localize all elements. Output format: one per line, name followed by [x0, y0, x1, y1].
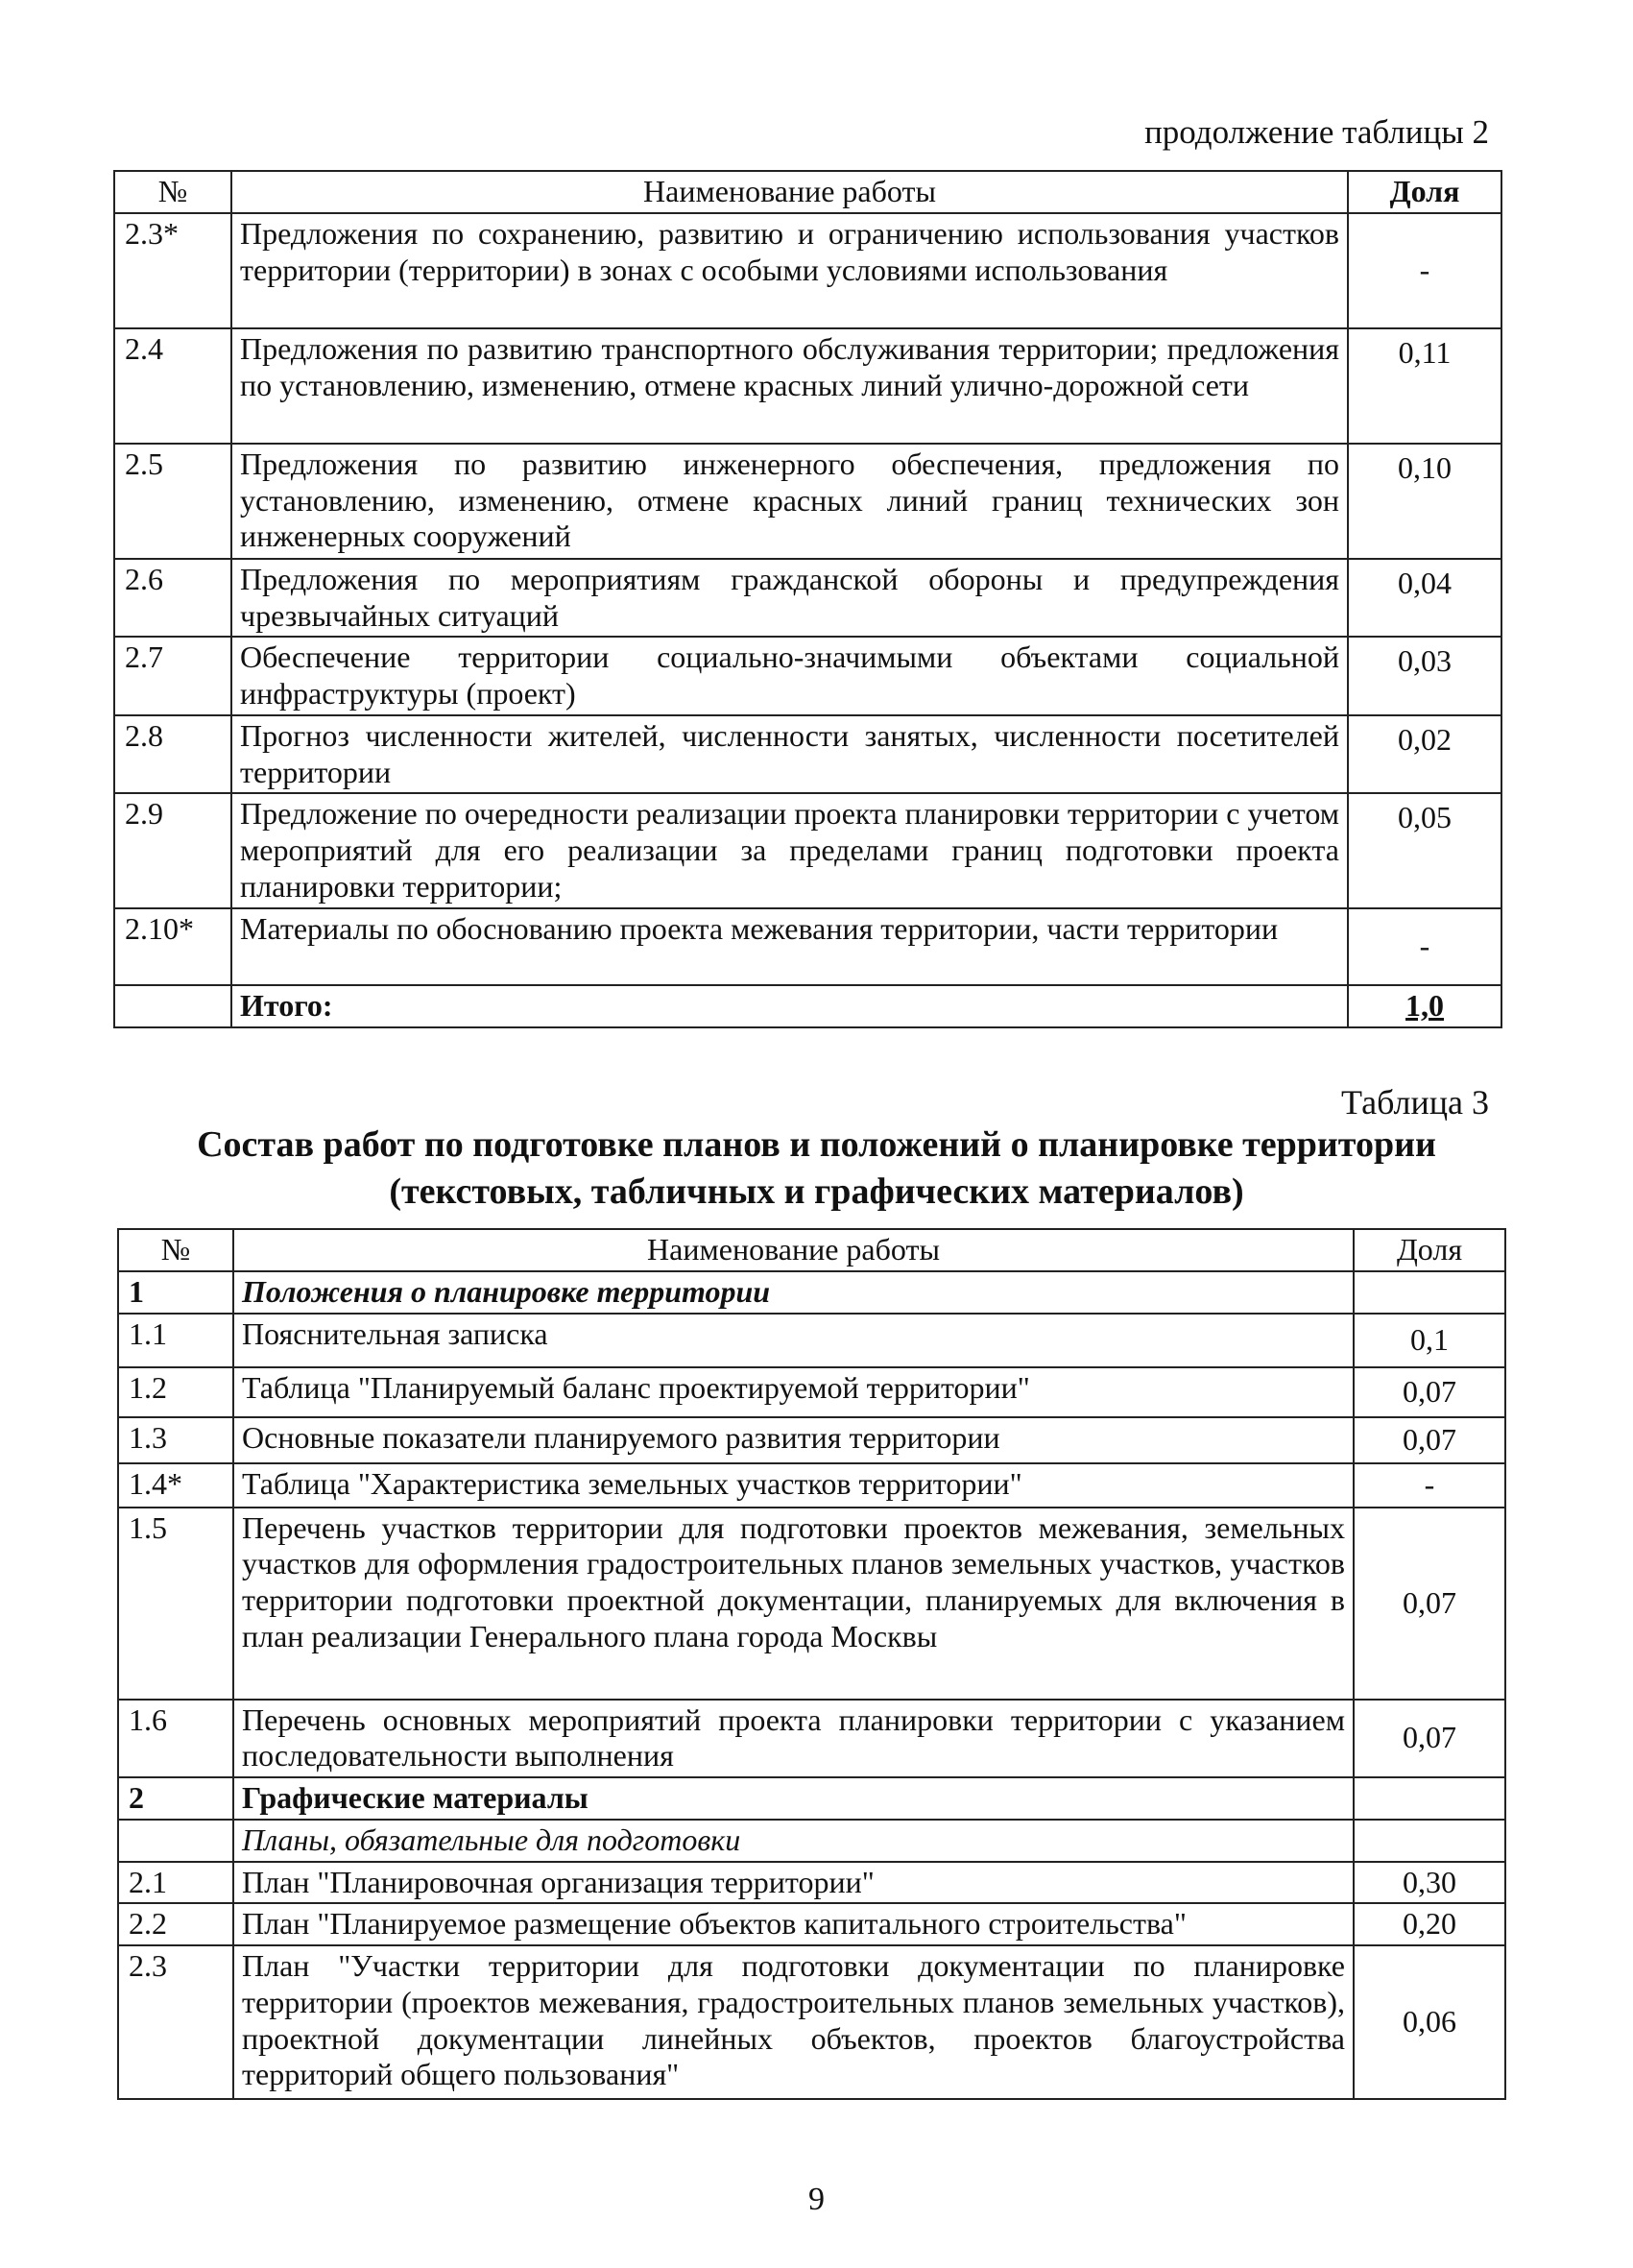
row-share: 0,03: [1348, 637, 1501, 715]
row-name: Графические материалы: [233, 1777, 1354, 1820]
section-row: [118, 1777, 1505, 1820]
header-share: Доля: [1354, 1229, 1505, 1271]
table-row: [114, 793, 1501, 908]
row-num: 2: [118, 1777, 233, 1820]
table-3-title-line2: (текстовых, табличных и графических материалов): [389, 1170, 1244, 1212]
row-share: -: [1348, 908, 1501, 985]
total-num-empty: [114, 985, 231, 1027]
row-num: 2.9: [114, 793, 231, 908]
row-num: 2.2: [118, 1903, 233, 1945]
table-row: [118, 1508, 1505, 1700]
row-name: Пояснительная записка: [233, 1314, 1354, 1367]
row-name: Перечень основных мероприятий проекта планировки территории с указанием последовательности выполнения: [233, 1700, 1354, 1778]
table-row: [118, 1314, 1505, 1367]
table-3-title-line1: Состав работ по подготовке планов и положений о планировке территории: [197, 1124, 1436, 1165]
total-label: Итого:: [231, 985, 1348, 1027]
row-num: 2.10*: [114, 908, 231, 985]
row-share: 0,10: [1348, 444, 1501, 559]
row-name: Таблица "Планируемый баланс проектируемой территории": [233, 1367, 1354, 1417]
row-share: 0,07: [1354, 1417, 1505, 1463]
row-name: Положения о планировке территории: [233, 1271, 1354, 1314]
total-row: [114, 985, 1501, 1027]
row-name: Основные показатели планируемого развития территории: [233, 1417, 1354, 1463]
row-name: План "Планируемое размещение объектов капитального строительства": [233, 1903, 1354, 1945]
table-row: [118, 1700, 1505, 1778]
row-name: Перечень участков территории для подготовки проектов межевания, земельных участков для оформления градостроительных планов земельных участков, участков территории подготовки проектной документации, планируемых для включения в план реализации Генерального плана города Москвы: [233, 1508, 1354, 1700]
table-3-title: [0, 1122, 1633, 1215]
row-num: 2.3*: [114, 213, 231, 328]
row-share: [1354, 1777, 1505, 1820]
row-num: 2.1: [118, 1862, 233, 1904]
row-share: 0,1: [1354, 1314, 1505, 1367]
table-row: [118, 1463, 1505, 1508]
row-share: 0,02: [1348, 715, 1501, 794]
row-num: 2.6: [114, 559, 231, 638]
table-3: [117, 1228, 1506, 2100]
row-share: 0,06: [1354, 1945, 1505, 2099]
row-share: 0,05: [1348, 793, 1501, 908]
row-name: Предложения по развитию транспортного обслуживания территории; предложения по установлению, изменению, отмене красных линий улично-дорожной сети: [231, 328, 1348, 444]
total-share: 1,0: [1348, 985, 1501, 1027]
row-name: Планы, обязательные для подготовки: [233, 1820, 1354, 1862]
table-row: [114, 559, 1501, 638]
header-name: Наименование работы: [233, 1229, 1354, 1271]
table-header-row: [118, 1229, 1505, 1271]
table-row: [114, 637, 1501, 715]
subsection-row: [118, 1820, 1505, 1862]
row-num: 1.6: [118, 1700, 233, 1778]
row-num: 2.4: [114, 328, 231, 444]
row-share: 0,07: [1354, 1700, 1505, 1778]
header-num: №: [114, 171, 231, 213]
row-share: [1354, 1820, 1505, 1862]
row-share: 0,30: [1354, 1862, 1505, 1904]
row-num: 1.4*: [118, 1463, 233, 1508]
row-num: 1: [118, 1271, 233, 1314]
row-num: 2.8: [114, 715, 231, 794]
header-share: Доля: [1348, 171, 1501, 213]
row-name: План "Планировочная организация территории": [233, 1862, 1354, 1904]
row-num: 1.2: [118, 1367, 233, 1417]
header-name: Наименование работы: [231, 171, 1348, 213]
header-num: №: [118, 1229, 233, 1271]
row-name: Предложения по мероприятиям гражданской обороны и предупреждения чрезвычайных ситуаций: [231, 559, 1348, 638]
row-share: 0,20: [1354, 1903, 1505, 1945]
row-name: Обеспечение территории социально-значимыми объектами социальной инфраструктуры (проект): [231, 637, 1348, 715]
page-number: 9: [808, 2182, 825, 2217]
row-num: 1.1: [118, 1314, 233, 1367]
row-name: Материалы по обоснованию проекта межевания территории, части территории: [231, 908, 1348, 985]
section-row: [118, 1271, 1505, 1314]
row-share: 0,07: [1354, 1508, 1505, 1700]
table-header-row: [114, 171, 1501, 213]
row-num: 1.3: [118, 1417, 233, 1463]
table-row: [118, 1945, 1505, 2099]
continuation-label: продолжение таблицы 2: [1144, 113, 1489, 151]
row-share: -: [1354, 1463, 1505, 1508]
table-row: [114, 328, 1501, 444]
table-row: [118, 1862, 1505, 1904]
table-row: [114, 444, 1501, 559]
table-2-continuation: [113, 170, 1502, 1028]
table-row: [114, 213, 1501, 328]
table-row: [114, 908, 1501, 985]
row-num: 2.3: [118, 1945, 233, 2099]
row-name: Прогноз численности жителей, численности занятых, численности посетителей территории: [231, 715, 1348, 794]
row-num: 1.5: [118, 1508, 233, 1700]
table-row: [118, 1417, 1505, 1463]
row-share: [1354, 1271, 1505, 1314]
row-num: 2.7: [114, 637, 231, 715]
row-share: 0,11: [1348, 328, 1501, 444]
row-name: Предложения по развитию инженерного обеспечения, предложения по установлению, изменению, отмене красных линий границ технических зон инженерных сооружений: [231, 444, 1348, 559]
row-share: 0,07: [1354, 1367, 1505, 1417]
row-name: Предложения по сохранению, развитию и ограничению использования участков территории (территории) в зонах с особыми условиями использования: [231, 213, 1348, 328]
row-num: [118, 1820, 233, 1862]
table-row: [114, 715, 1501, 794]
table-row: [118, 1367, 1505, 1417]
row-name: Предложение по очередности реализации проекта планировки территории с учетом мероприятий для его реализации за пределами границ подготовки проекта планировки территории;: [231, 793, 1348, 908]
table-row: [118, 1903, 1505, 1945]
row-num: 2.5: [114, 444, 231, 559]
row-share: -: [1348, 213, 1501, 328]
table-3-label: Таблица 3: [1341, 1083, 1489, 1122]
row-name: Таблица "Характеристика земельных участков территории": [233, 1463, 1354, 1508]
row-share: 0,04: [1348, 559, 1501, 638]
row-name: План "Участки территории для подготовки документации по планировке территории (проектов межевания, градостроительных планов земельных участков), проектной документации линейных объектов, проектов благоустройства территорий общего пользования": [233, 1945, 1354, 2099]
